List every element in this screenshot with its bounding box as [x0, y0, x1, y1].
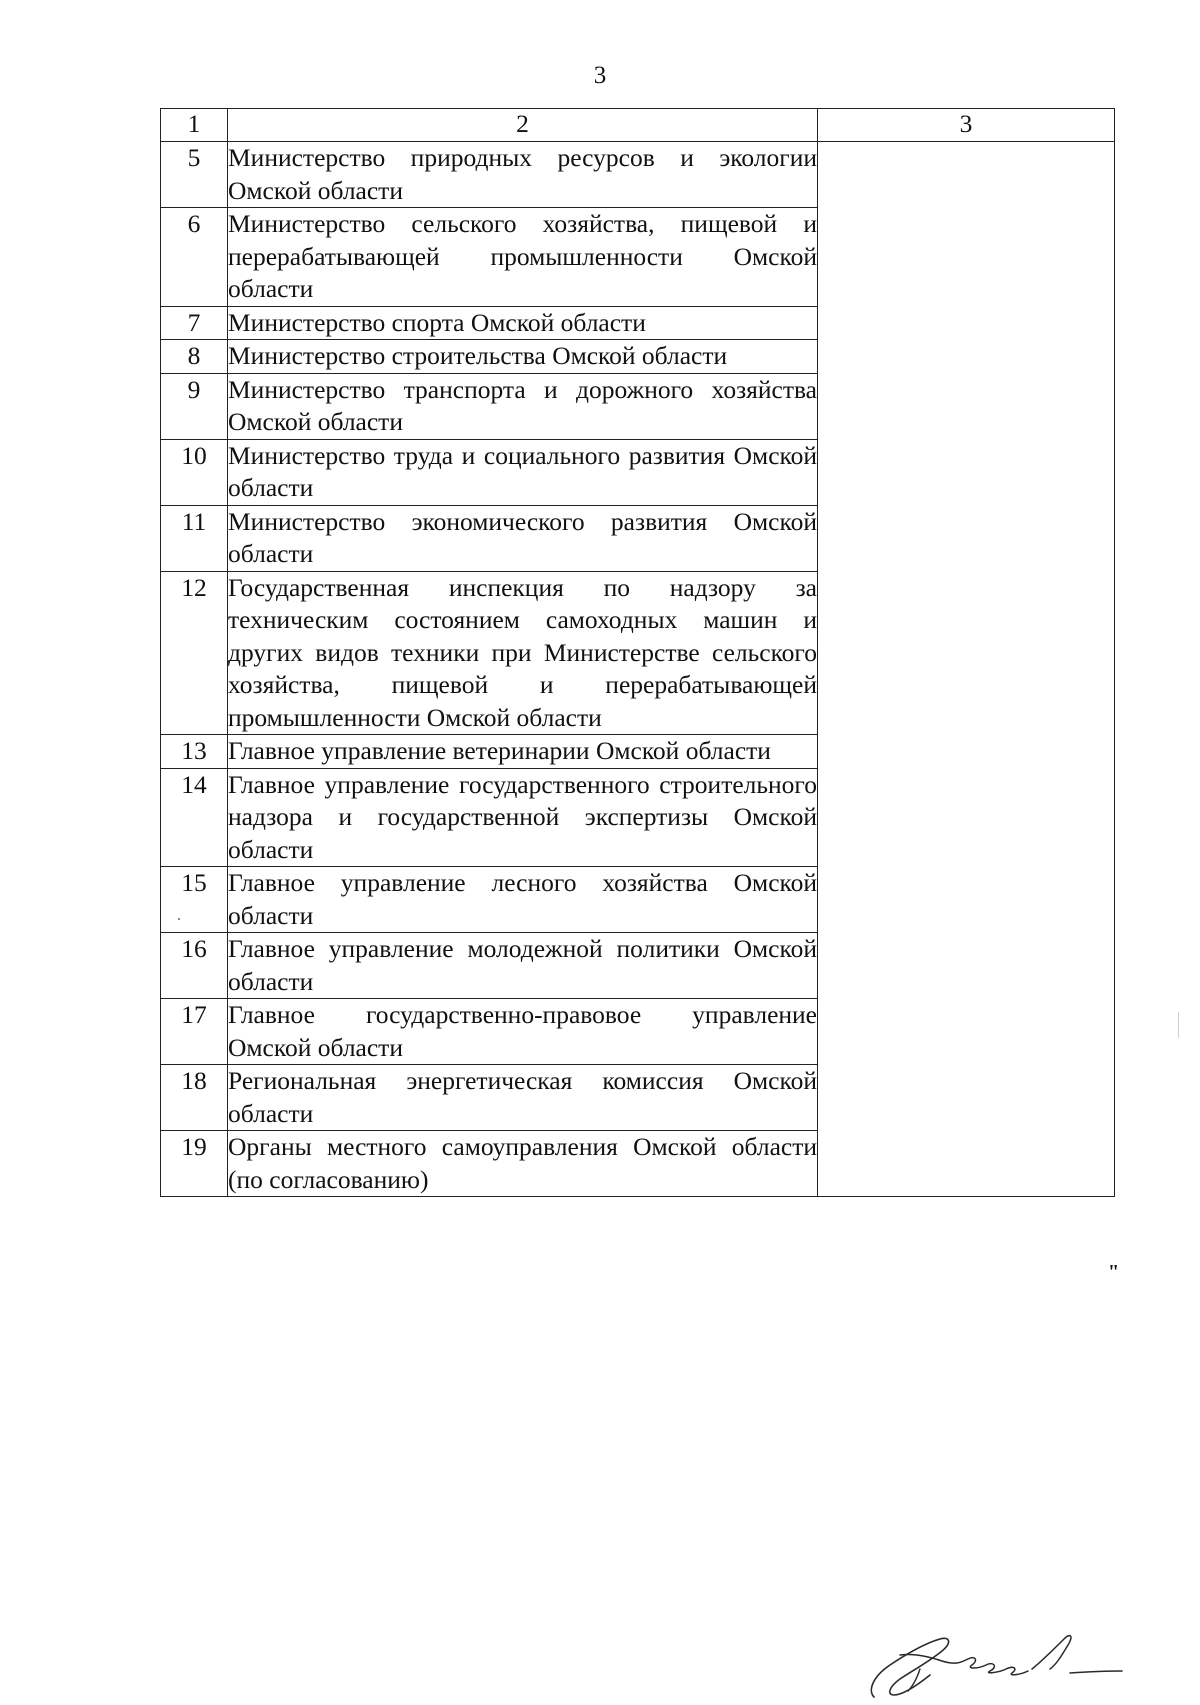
row-number: 17 — [161, 999, 228, 1065]
row-agency-name: Министерство строительства Омской области — [228, 340, 818, 374]
row-agency-name: Государственная инспекция по надзору за техническим состоянием самоходных машин и других видов техники при Министерстве сельского хозяйства, пищевой и перерабатывающей промышленности Омской области — [228, 571, 818, 735]
row-number: 16 — [161, 933, 228, 999]
column-header-third: 3 — [818, 109, 1115, 142]
row-number: 7 — [161, 306, 228, 340]
table-header-row — [161, 109, 1115, 142]
column-header-number: 1 — [161, 109, 228, 142]
row-number: 15 — [161, 867, 228, 933]
table-row — [161, 142, 1115, 208]
row-agency-name: Органы местного самоуправления Омской области (по согласованию) — [228, 1131, 818, 1197]
row-agency-name: Главное управление лесного хозяйства Омской области — [228, 867, 818, 933]
row-number: 10 — [161, 439, 228, 505]
row-agency-name: Министерство транспорта и дорожного хозяйства Омской области — [228, 373, 818, 439]
row-number: 19 — [161, 1131, 228, 1197]
closing-quote-mark: " — [1108, 1261, 1120, 1283]
row-number: 6 — [161, 208, 228, 307]
row-agency-name: Министерство экономического развития Омской области — [228, 505, 818, 571]
row-agency-name: Главное управление молодежной политики Омской области — [228, 933, 818, 999]
row-agency-name: Главное управление ветеринарии Омской области — [228, 735, 818, 769]
row-agency-name: Главное государственно-правовое управление Омской области — [228, 999, 818, 1065]
row-agency-name: Министерство природных ресурсов и экологии Омской области — [228, 142, 818, 208]
page-number: 3 — [593, 62, 607, 89]
row-number: 9 — [161, 373, 228, 439]
row-agency-name: Министерство спорта Омской области — [228, 306, 818, 340]
handwritten-signature — [860, 1625, 1130, 1705]
agencies-table — [160, 108, 1115, 1197]
row-agency-name: Министерство сельского хозяйства, пищевой и перерабатывающей промышленности Омской области — [228, 208, 818, 307]
row-agency-name: Главное управление государственного строительного надзора и государственной экспертизы Омской области — [228, 768, 818, 867]
scan-speck — [178, 918, 180, 920]
row-number: 5 — [161, 142, 228, 208]
row-agency-name: Региональная энергетическая комиссия Омской области — [228, 1065, 818, 1131]
row-number: 8 — [161, 340, 228, 374]
third-column-cell — [818, 142, 1115, 1197]
row-number: 11 — [161, 505, 228, 571]
row-number: 14 — [161, 768, 228, 867]
row-agency-name: Министерство труда и социального развития Омской области — [228, 439, 818, 505]
row-number: 18 — [161, 1065, 228, 1131]
scan-edge-mark — [1178, 1012, 1179, 1038]
row-number: 13 — [161, 735, 228, 769]
row-number: 12 — [161, 571, 228, 735]
column-header-name: 2 — [228, 109, 818, 142]
